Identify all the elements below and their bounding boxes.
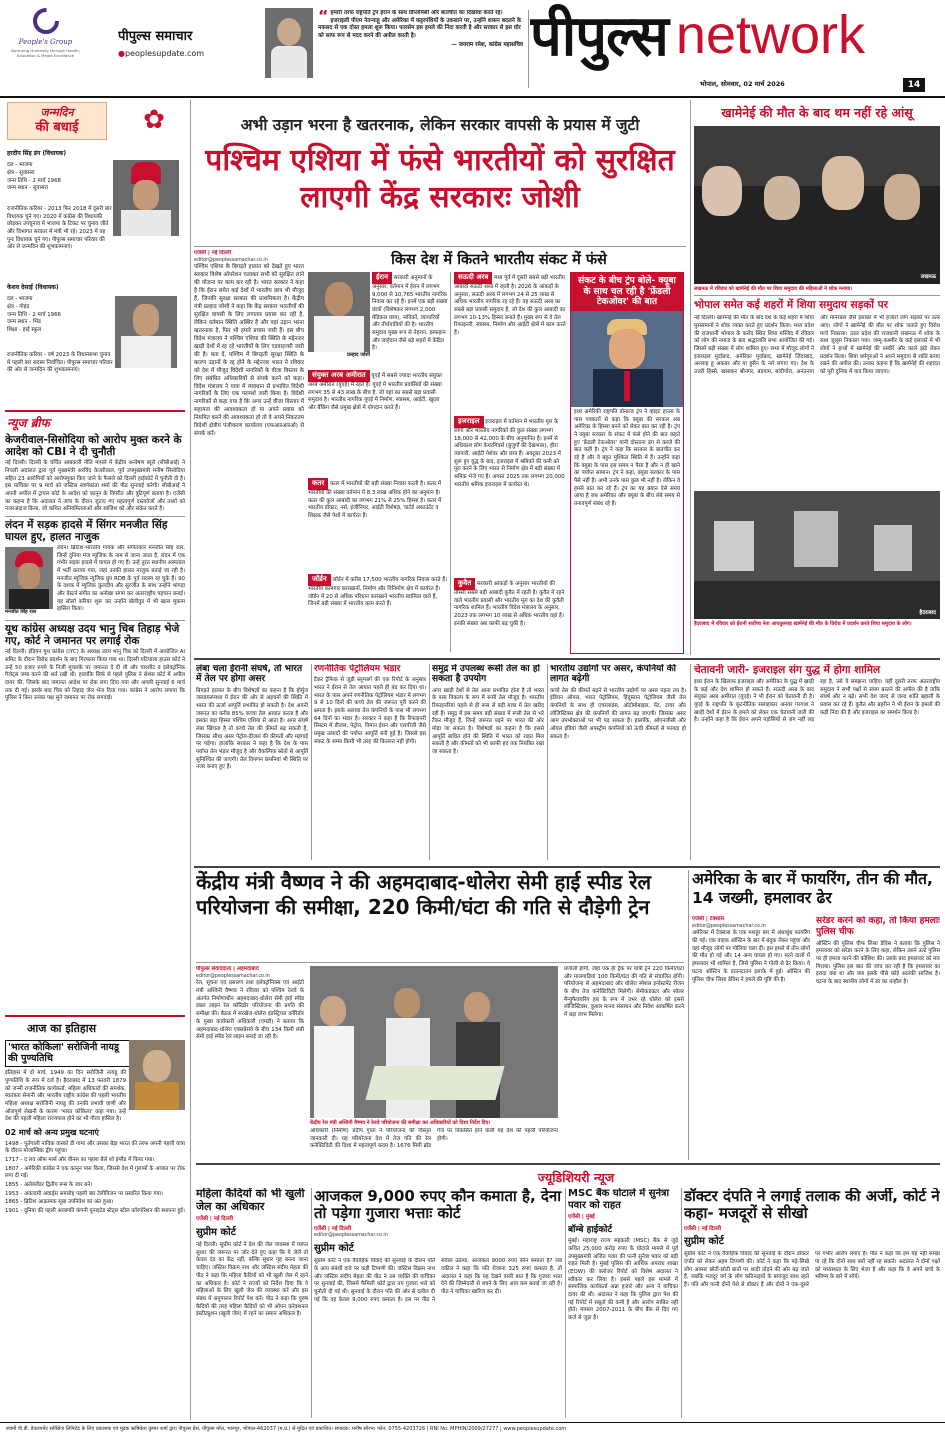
jud-3-headline: MSC बैंक घोटाले में सुनेत्रा पवार को राहत — [568, 1188, 670, 1211]
brand-english: network — [675, 5, 865, 65]
country-label: कतर — [308, 478, 328, 490]
trump-body: इधर अमेरिकी राष्ट्रपति डोनाल्ड ट्रंप ने व्हाइट हाउस के पास पत्रकारों से कहा कि क्यूबा की सरकार अब अमेरिका के हिस्सा बनने को लेकर बात कर रही है। ट्रंप ने क्यूबा सरकार के संकट में फंसे होने की बात कहते हुए 'फ्रेंडली टेकओवर' यानी दोस्ताना ढंग से कब्जे की बात कही है। ट्रंप ने कहा कि सरकार के बातचीत कर रहे हैं और वे बहुत मुश्किल स्थिति में हैं। उन्होंने कहा कि क्यूबा के पास इस समय न पैसा है और न ही खाने का पर्याप्त सामान। ट्रंप ने कहा, क्यूबा सरकार के पास पैसे नहीं हैं। अभी उनके पास कुछ भी नहीं है। लेकिन वे हमसे बात कर रहे हैं। ट्रंप का यह बयान ऐसे समय आया है जब अमेरिका और क्यूबा के बीच लंबे समय से तनावपूर्ण संबंध रहे हैं। — [574, 408, 680, 507]
paper-name: पीपुल्स समाचार — [118, 29, 193, 44]
masthead — [0, 0, 945, 100]
warning-body: इधर ईरान के खिलाफ इजराइल और अमेरिका के युद्ध में खाड़ी के कई और देश शामिल हो सकते हैं। सऊदी अरब के बाद संयुक्त अरब अमीरात (यूएई) ने भी ईरान को चेतावनी दी है। यूएई के राष्ट्रपति के कूटनीतिक सलाहकार अनवर गरगाश ने खाड़ी देशों में ईरान के हमले को लेकर एक चेतावनी जारी की है। उन्होंने कहा है कि ईरान अपने पड़ोसियों से जंग नहीं लड़ रहा है, उसे ये समझना चाहिए। वहीं दूसरी तरफ अंतरराष्ट्रीय समुदाय ने सभी पक्षों से संयम बरतने की अपील की है ताकि संघर्ष और न बढ़े। सभी देश जल्द से जल्द शांति बहाली के प्रयास कर रहे हैं। कुवैत और बहरीन ने भी ईरान के हमलों की कड़ी निंदा की है और इजराइल का समर्थन किया है। — [694, 679, 940, 724]
judiciary-article-2 — [314, 1188, 562, 1418]
oil-4-body: कच्चे तेल की कीमतें बढ़ने से भारतीय उद्योगों पर असर पड़ना तय है। इंडियन ऑयल, भारत पेट्रोलियम, हिंदुस्तान पेट्रोलियम जैसी तेल कंपनियों के साथ ही एयरलाइंस, ऑटोमोबाइल, पेंट, टायर और लॉजिस्टिक्स क्षेत्र की कंपनियों की लागत बढ़ जाएगी। जिसका असर आम उपभोक्ताओं पर भी पड़ सकता है। हालांकि, ओएनजीसी और ऑयल इंडिया जैसी अपस्ट्रीम कंपनियों को ऊंची कीमतों से फायदा हो सकता है। — [550, 687, 686, 740]
keshav-desai-photo — [115, 296, 177, 368]
brief-3-body: नई दिल्ली। इंडियन यूथ कांग्रेस (IYC) के अध्यक्ष उदय भानु चिब को दिल्ली में आयोजित AI समिट के दौरान विरोध प्रदर्शन के बाद गिरफ्तार किया गया था। दिल्ली पटियाला हाउस कोर्ट ने उन्हें 50 हजार रुपये के निजी मुचलके पर जमानत दे दी थी और चारशीट व इलेक्ट्रॉनिक गैजेट्स जमा करने की शर्त रखी थी। हालांकि सिर्फ से पहले पुलिस ने सेशंस कोर्ट में अपील दायर की, जिसके बाद जमानत आदेश पर रोक लगा दिया गया और अगली सुनवाई 6 मार्च तक दी गई। इसके बाद चिब को तिहाड़ जेल भेज दिया गया। कांग्रेस ने आरोप लगाया कि पुलिस ने बिना उनका पक्ष सुने जमानत पर रोक लगवाई। — [5, 649, 185, 702]
brief-1-body: नई दिल्ली। दिल्ली के चर्चित आबकारी नीति मामले में केंद्रीय अन्वेषण ब्यूरो (सीबीआई) ने निचली अदालत द्वारा पूर्व मुख्यमंत्री अरविंद केजरीवाल, पूर्व उपमुख्यमंत्री मनीष सिसोदिया सहित 23 आरोपियों को आरोपमुक्त किए जाने के फैसले को दिल्ली हाईकोर्ट में चुनौती दी है। इस याचिका पर 9 मार्च को जस्टिस स्वर्णकांता शर्मा की पीठ सुनवाई करेगी। सीबीआई ने अपनी अपील में ट्रायल कोर्ट के आदेश को कानून के विपरीत और त्रुटिपूर्ण बताया है। एजेंसी का कहना है कि अदालत ने जांच के दौरान जुटाए गए महत्वपूर्ण दस्तावेजों और तथ्यों को नजरअंदाज किया, जो कथित अनियमितताओं और साजिश को और संकेत करते हैं। — [5, 460, 185, 513]
railway-headline: केंद्रीय मंत्री वैष्णव ने की अहमदाबाद-धोलेरा सेमी हाई स्पीड रेल परियोजना की समीक्षा, 220 किमी/घंटा की गति से दौड़ेगी ट्रेन — [196, 870, 652, 919]
jud-2-body: सुप्रीम कोर्ट ने एक वैवाहिक विवाद की सुनवाई के दौरान पति के आय संबंधी दावे पर कड़ी टिप्पणी की। जस्टिस विक्रम नाथ और जस्टिस संदीप मेहता की पीठ ने उस व्यक्ति की याचिका पर सुनवाई की, जिसमें फैमिली कोर्ट द्वारा तय गुजारा भत्ते को चुनौती दी गई थी। सुनवाई के दौरान पति की ओर से दलील दी गई कि वह केवल 9,000 रुपए कमाता है। इस पर पीठ ने सवाल उठाया, आजकल 9000 रुपए कौन कमाता है? जब वकील ने कहा कि पति रोजाना 325 रुपए कमाता है, तो अदालत ने कहा कि यह देखने वाली बात है कि गुजारा भत्ता देने की जिम्मेदारी से बचने के लिए आय कम बताई जा रही है। पीठ ने याचिका खारिज कर दी। — [314, 1258, 562, 1303]
detail-line: शिक्षा - हाई स्कूल — [7, 327, 42, 334]
trump-box — [570, 272, 684, 654]
country-text: जॉर्डन में करीब 17,500 भारतीय नागरिक निवास करते हैं। भारतीय कामगार कारखानों, निर्माण और विनिर्माण क्षेत्र में कार्यरत हैं। जॉर्डन में 20 से अधिक परिधान कारखाने भारतीय स्वामित्व वाले हैं, जिनमें बड़ी संख्या में भारतीय काम करते हैं। — [308, 577, 448, 608]
paper-title-block — [118, 28, 258, 68]
page-number: 14 — [903, 78, 925, 92]
brand-hindi: पीपुल्स — [530, 4, 668, 69]
country-label: इजराइल — [454, 416, 484, 428]
birthday-person-1-details — [7, 162, 111, 193]
detail-line: जन्म स्थान - भिंड — [7, 319, 41, 326]
railway-email: editor@peoplessamachar.co.in — [196, 973, 270, 979]
left-column — [5, 100, 185, 1420]
country-iran — [308, 272, 448, 370]
jud-3-byline: एजेंसी | मुंबई — [568, 1214, 595, 1220]
jud-3-tag: बॉम्बे हाईकोर्ट — [568, 1224, 612, 1235]
khamenei-caption-2: हैदराबाद में रविवार को ईरानी सर्वोच्च नेता आयतुल्लाह खामेनेई की मौत के विरोध में प्रदर्शन करते शिया समुदाय के लोग। — [694, 621, 912, 628]
birthday-person-2-details — [7, 296, 111, 335]
country-saudi — [454, 272, 566, 412]
quote-block — [318, 10, 523, 90]
trump-photo — [571, 311, 683, 407]
usa-body-2: ऑस्टिन की पुलिस चीफ लिसा डेविस ने बताया कि पुलिस ने हमलावर को सरेंडर करने के लिए कहा, लेकिन उसने उल्टे पुलिस पर ही हमला करने की कोशिश की। उसके बाद हमलावर को मार गिराया। पुलिस इस बात की जांच कर रही है कि हमलावर का इरादा क्या था और क्या इसके पीछे कोई आतंकी साजिश है। घटना के बाद स्थानीय लोगों में डर का माहौल है। — [816, 940, 940, 985]
dateline: भोपाल, सोमवार, 02 मार्च 2026 — [700, 80, 785, 88]
railway-story — [196, 870, 684, 1160]
oil-2-body: टैंकर ट्रैफिक से जुड़ी ब्लूमबर्ग की एक रिपोर्ट के अनुसार भारत ने ईरान से तेल आयात पहले ही बंद कर दिया था। भारत के पास अपने रणनीतिक पेट्रोलियम भंडार में लगभग 9 से 10 दिनों की कच्चे तेल की जरूरत पूरी करने की क्षमता है। इसके अलावा तेल कंपनियों के पास भी लगभग 64 दिनों का भंडार है। सरकार ने कहा है कि रिफाइनरी सिस्टम में डीजल, पेट्रोल, विमान ईंधन और एलपीजी जैसे प्रमुख उत्पादों की पर्याप्त आपूर्ति बनी हुई है। जिससे इस संकट के समय किसी भी तरह की किल्लत नहीं होगी। — [314, 677, 426, 745]
lead-story — [194, 100, 686, 655]
jud-1-tag: सुप्रीम कोर्ट — [196, 1226, 236, 1238]
usa-col-1 — [692, 916, 810, 1158]
birthday-title-top: जन्मदिन — [40, 106, 74, 119]
jud-2-headline: आजकल 9,000 रुपए कौन कमाता है, देना तो पड़ेगा गुजारा भत्ताः कोर्ट — [314, 1188, 562, 1223]
lead-byline: एजेंसी | नई दिल्ली — [194, 250, 231, 256]
oil-3-body: अगर खाड़ी देशों से तेल आना प्रभावित होता है तो भारत के पास विकल्प के रूप में रूसी तेल मौजूद है। भारतीय रिफाइनरियां पहले से ही रूस से बड़ी मात्रा में तेल खरीद रही हैं। समुद्र में इस समय बड़ी संख्या में रूसी तेल से भरे टैंकर मौजूद हैं, जिन्हें जरूरत पड़ने पर भारत की ओर मोड़ा जा सकता है। विशेषज्ञों का कहना है कि इससे आपूर्ति बाधित होने की स्थिति में भारत को राहत मिल सकती है और कीमतों को भी काफी हद तक नियंत्रित रखा जा सकता है। — [432, 687, 544, 756]
birthday-person-1-bio: राजनीतिक करियर - 2013 फिर 2018 में दूसरी बार विधायक चुने गए। 2020 में कांग्रेस की विधायकी छोड़कर उपचुनाव में भाजपा के टिकट पर चुनाव जीते और विभागत सरकार में मंत्री भी रहे। 2023 में वह पुनः विधायक चुने गए। पीपुल्स समाचार परिवार की ओर से जन्मदिन की शुभकामनाएं। — [7, 206, 112, 251]
news-brief-header: न्यूज ब्रीफ — [7, 416, 50, 430]
website-link[interactable]: ●peoplesupdate.com — [118, 49, 205, 59]
imprint-text: स्वामी पी.डी. डेवलपमेंट सर्विसेज लिमिटेड के लिए प्रकाशक एवं मुद्रक ऋषिकेश कुमार शर्मा द्वारा पीपुल्स प्रेस, पीपुल्स मॉल, भानपुर, भोपाल-462037 (म.प्र.) से मुद्रित एवं प्रकाशित। संपादक: मनीष सौरभ। फोन: 0755-4203726 | RNI No. MPHIN/2009/27277 | www.peoplesupdate.com — [6, 1426, 567, 1432]
jud-4-headline: डॉक्टर दंपति ने लगाई तलाक की अर्जी, कोर्ट ने कहा- मजदूरों से सीखो — [684, 1188, 940, 1223]
railway-byline: पीपुल्स संवाददाता | अहमदाबाद — [196, 966, 259, 972]
manjeet-photo-block — [5, 547, 53, 616]
saraswati-photo — [129, 1040, 185, 1110]
birthday-banner — [7, 102, 107, 140]
jud-2-email: editor@peoplessamachar.co.in — [314, 1233, 388, 1239]
country-text: सरकारी अनुमानों के अनुसार, वर्तमान में ईरान में लगभग 9,000 से 10,765 भारतीय नागरिक निवास कर रहे हैं। इनमें एक बड़ी संख्या छात्रों (विशेषकर लगभग 2,000 मेडिकल छात्र), नाविकों, व्यापारियों और तीर्थयात्रियों की है। भारतीय समुदाय मुख्य रूप से तेहरान, इस्फहान और जाहेदान जैसे बड़े शहरों में केंद्रित है। — [372, 275, 448, 352]
joshi-caption: प्रल्हाद जोशी — [346, 352, 370, 358]
railway-col-1 — [196, 966, 304, 1158]
country-jordan — [308, 574, 448, 654]
warning-headline: चेतावनी जारी- इजराइल संग युद्ध में होगा शामिल — [694, 664, 881, 676]
country-text: मध्य पूर्व में दूसरी सबसे बड़ी भारतीय आबादी सऊदी अरब में रहती है। 2026 के आंकड़ों के अनुसार, सऊदी अरब में लगभग 24 से 25 लाख से अधिक भारतीय नागरिक रह रहे हैं। वह सऊदी अरब का सबसे बड़ा प्रवासी समुदाय है, जो देश की कुल आबादी का लगभग 10-13% हिस्सा बनाते हैं। मुख्य रूप से वे तेल रिफाइनरी, स्वास्थ्य, निर्माण और आईटी क्षेत्रों में काम करते हैं। — [454, 275, 566, 336]
railway-body-1: रेल, सूचना एवं प्रसारण तथा इलेक्ट्रॉनिक्स एवं आईटी मंत्री अश्विनी वैष्णव ने रविवार को पश्चिम रेलवे के अंतर्गत निर्माणाधीन अहमदाबाद-धोलेरा सेमी हाई स्पीड डबल लाइन रेल कॉरिडोर परियोजना की प्रगति की समीक्षा की। बैठक में सरखेज-धोलेरा इंडस्ट्रियल कॉरिडोर के मुख्य कार्यकारी अधिकारी (एमडी) ने बताया कि अहमदाबाद-धोलेरा एक्सप्रेसवे के बीच 134 किमी लंबी सेमी हाई स्पीड रेल लाइन बनाई जा रही है। — [196, 980, 304, 1041]
judiciary-header — [496, 1169, 656, 1185]
quote-mark-icon: “ — [318, 10, 329, 25]
oil-1-body: बिगड़ते हालात के बीच विशेषज्ञों का कहना है कि होर्मुज जलडमरूमध्य में ईरान की ओर से अड़चनों की स्थिति में भारत की ऊर्जा आपूर्ति प्रभावित हो सकती है। देश अपनी जरूरत का करीब 85% कच्चा तेल आयात करता है और इसका बड़ा हिस्सा पश्चिम एशिया से आता है। अगर संघर्ष लंबा खिंचता है तो कच्चे तेल की कीमतें बढ़ सकती हैं, जिसका सीधा असर पेट्रोल-डीजल की कीमतों और महंगाई पर पड़ेगा। हालांकि सरकार ने कहा है कि देश के पास पर्याप्त तेल भंडार मौजूद है और वैकल्पिक स्रोतों से आपूर्ति सुनिश्चित की जाएगी। तेल विपणन कंपनियां भी स्थिति पर नजर बनाए हुए हैं। — [196, 687, 308, 771]
detail-line: जन्म तिथि - 2 मार्च 1968 — [7, 177, 61, 184]
history-event: 1901 - दुनिया की पहली अरबपति कंपनी यूनाइटेड स्टेट्स स्टील कॉरपोरेशन की स्थापना हुई। — [5, 1207, 185, 1214]
lead-email: editor@peoplessamachar.co.in — [194, 257, 268, 263]
brief-1-headline: केजरीवाल-सिसोदिया को आरोप मुक्त करने के आदेश को CBI ने दी चुनौती — [5, 434, 182, 459]
jud-1-body: नई दिल्ली। सुप्रीम कोर्ट ने देश की जेल व्यवस्था में व्याप्त सुधार की जरूरत पर जोर देते हुए कहा कि ये जेलें तो केवल दंड का केंद्र नहीं, बल्कि सुधार गृह बनना जाना चाहिए। जस्टिस विक्रम नाथ और जस्टिस संदीप मेहता की पीठ ने कहा कि महिला कैदियों को भी खुली जेल में रहने का अधिकार है। कोर्ट ने राज्यों को निर्देश दिया कि वे महिलाओं के लिए खुली जेल की व्यवस्था करें और इस संबंध में अनुपालन रिपोर्ट पेश करें। पीठ ने कहा कि पुरुष कैदियों की तरह महिला कैदियों को भी ओपन करेक्शनल इंस्टीट्यूशन (खुली जेल) में रहने का समान अधिकार है। — [196, 1242, 308, 1318]
history-feature-title: 'भारत कोकिला' सरोजिनी नायडू की पुण्यतिथि — [5, 1040, 185, 1068]
jud-2-byline: एजेंसी | नई दिल्ली — [314, 1225, 351, 1232]
country-text: कतर में भारतीयों की बड़ी संख्या निवास करती है। कतर में भारतीयों की संख्या वर्तमान में 8.3 लाख अधिक होने का अनुमान है। कतर की कुल आबादी का लगभग 21% से 25% हिस्सा है। कतर में भारतीय डॉक्टर, नर्स, इंजीनियर, आईटी विशेषज्ञ, चार्टर्ड अकाउंटेंट व शिक्षक जैसे पेशों में कार्यरत हैं। — [308, 481, 442, 519]
mourning-women-photo — [694, 126, 940, 284]
detail-line: क्षेत्र - सुवासरा — [7, 169, 35, 176]
quote-text: हमारी तरफ राष्ट्रपति ट्रंप ईरान के साथ डिप्लोमेसी और बातचीत का दिखावा करते रहे। इजराइली पीएम नेतन्याहू और अमेरिका में कट्टरपंथियों के उकसाने पर, उन्होंने शासन बदलने के मकसद से एक दोस्त हमला शुरू किया। फारसेम इस हमले की निंदा करती है और सरकार से इस घोर को साफ रूप से मदद करने की अपील करती है। — [318, 10, 522, 40]
country-text: सरकारी आंकड़ों के अनुसार भारतीयों की तीसरी सबसे बड़ी आबादी कुवैत में रहती है। कुवैत में रहने वाले भारतीय प्रवासी और भारतीय मूल का देश की कुवैती नागरिक शामिल हैं। भारतीय विदेश मंत्रालय के अनुसार, 2023 तक लगभग 10 लाख से अधिक भारतीय वहां हैं। इनकी संख्या अब काफी बढ़ चुकी है। — [454, 581, 565, 627]
vaishnav-review-photo — [310, 966, 558, 1118]
judiciary-header-bar — [196, 1163, 940, 1185]
detail-line: दल - भाजपा — [7, 296, 33, 302]
jud-4-tag: सुप्रीम कोर्ट — [684, 1236, 724, 1248]
khamenei-subhead: भोपाल समेत कई शहरों में शिया समुदाय सड़कों पर — [694, 298, 888, 311]
railway-body-3: प्रणाली होगी, जहां एक ही ट्रैक पर यात्री ट्रेनें 220 किमी/घंटा और मालगाड़ियां 100 किमी/घंटा की गति से संचालित होंगी। परियोजना से अहमदाबाद और धोलेरा स्पेशल इन्वेस्टमेंट रीजन के बीच तेज कनेक्टिविटी मिलेगी। सेमीकंडक्टर और सोलर मैन्युफैक्चरिंग हब के रूप में उभर रहे धोलेरा को इससे लॉजिस्टिक्स, कुशल मानव संसाधन और निवेश आकर्षित करने में बड़ा लाभ मिलेगा। — [564, 966, 684, 1019]
country-qatar — [308, 478, 448, 570]
history-section — [5, 1015, 185, 1415]
peoples-group-logo — [8, 6, 83, 76]
gift-icon: ✿ — [143, 105, 165, 135]
oil-2-headline: रणनीतिक पेट्रोलियम भंडार — [314, 664, 401, 674]
quote-author: — जयराम रमेश, कांग्रेस महासचिव — [451, 41, 523, 48]
history-event: 1807 - अमेरिकी कांग्रेस ने एक कानून पास किया, जिससे देश में गुलामों के आयात पर रोक लगा दी गई। — [5, 1165, 185, 1180]
hyderabad-protest-photo — [694, 491, 940, 619]
jud-4-byline: एजेंसी | नई दिल्ली — [684, 1225, 721, 1232]
judiciary-article-3 — [568, 1188, 678, 1418]
history-header: आज का इतिहास — [27, 1022, 97, 1035]
detail-line: जन्म स्थान - सुवासरा — [7, 185, 49, 192]
country-kuwait — [454, 578, 566, 654]
oil-story-3 — [432, 664, 544, 864]
khamenei-section — [694, 100, 940, 655]
lead-body: पश्चिम एशिया के बिगड़ते हालात को देखते हुए भारत सरकार विशेष ऑपरेशन चलाकर सभी को सुरक्षित लाने की योजना पर काम कर रही है। भारत सरकार ने कहा है कि ईरान समेत कई देशों में भारतीय छात्र भी मौजूद हैं, जिनकी सुरक्षा सरकार की प्राथमिकता है। केंद्रीय मंत्री प्रल्हाद जोशी ने कहा कि केंद्र सरकार भारतीयों की सुरक्षित वापसी के लिए लगातार प्रयास कर रही है, लेकिन वर्तमान स्थिति अस्थिर है और वहां उड़ान भरना खतरनाक है, फिर भी हमारे प्रयास जारी हैं। इस बीच विदेश मंत्रालय ने पश्चिम एशिया की स्थिति के मद्देनजर खाड़ी देशों में रह रहे भारतीयों के लिए एडवाइजरी जारी की है। बता दें, पश्चिम में बिगड़ती सुरक्षा स्थिति के कारण उड़ानों के रद्द होने के मद्देनजर भारत ने रविवार को देश में मौजूद विदेशी नागरिकों के वीजा विस्तार के लिए संबंधित अधिकारियों से संपर्क करने को कहा। विदेश मंत्रालय ने यात्रा में व्यवधान से प्रभावित विदेशी नागरिकों के लिए एक परामर्श जारी किया है। विदेशी नागरिकों से कहा गया है कि अगर उन्हें वीजा विस्तार में सहायता की आवश्यकता हो या अपने प्रवास को नियमित करने की आवश्यकता हो तो वे अपने निकटतम विदेशी क्षेत्रीय पंजीकरण कार्यालय (एफआरआरओ) से संपर्क करें। — [194, 264, 304, 438]
globe-icon: ● — [118, 49, 125, 59]
manjeet-photo-caption: मनजीत सिंह राल — [5, 608, 37, 615]
jairam-ramesh-photo — [265, 8, 313, 78]
country-label: कुवैत — [454, 578, 475, 590]
country-label: संयुक्त अरब अमीरात — [308, 370, 370, 382]
birthday-person-2-name: केशव देसाई (विधायक) — [7, 284, 59, 291]
railway-body-2: अधिकारी (निर्माण) प्रदीप गुप्ता ने परियोजना की विस्तृत जानकारी दी। यह परियोजना देश में तेज गति की रेल कनेक्टिविटी की दिशा में महत्वपूर्ण कदम है। 1676 मिमी ब्रॉड गेज पर विकसित होने वाली यह देश की पहली परियोजना होगी। — [310, 1128, 558, 1150]
country-label: ईरान — [372, 272, 392, 284]
jud-2-tag: सुप्रीम कोर्ट — [314, 1242, 354, 1254]
photo2-credit: हैदराबाद — [919, 609, 936, 616]
country-text: यूएई में सबसे ज्यादा भारतीय संयुक्त अरब अमीरात (यूएई) में रहते हैं। यूएई में भारतीय प्रवासियों की संख्या लगभग 35 से 43 लाख के बीच है, जो वहां का सबसे बड़ा प्रवासी समुदाय है। भारतीय नागरिक यूएई में निर्माण, स्वास्थ्य, आईटी, खुदरा और बैंकिंग जैसे प्रमुख क्षेत्रों में योगदान करते हैं। — [308, 373, 442, 411]
railway-col-3 — [564, 966, 684, 1158]
judiciary-article-1 — [196, 1188, 308, 1418]
uae-warning-story — [694, 664, 940, 864]
detail-line: दल - भाजपा — [7, 162, 33, 168]
jud-1-byline: एजेंसी | नई दिल्ली — [196, 1216, 233, 1223]
oil-story-1 — [196, 664, 308, 864]
country-israel — [454, 416, 566, 574]
history-event: 1498 - पुर्तगाली नाविक वास्को डी गामा और उसका बेड़ा भारत की तरफ अपनी पहली यात्रा के दौरान मोजाम्बिक द्वीप पहुंचा। — [5, 1140, 185, 1155]
khamenei-caption: लखनऊ में रविवार को खामेनेई की मौत पर शिया समुदाय की महिलाओं ने शोक मनाया। — [694, 285, 853, 292]
oil-3-headline: समुद्र में उपलब्ध रूसी तेल का हो सकता है उपयोग — [432, 664, 540, 685]
hardeep-dang-photo — [113, 160, 179, 236]
khamenei-body: नई दिल्ली। खामेनेई की मौत के बाद देश के कई शहरों में शिया मुसलमानों ने शोक व्यक्त करते हुए प्रदर्शन किया। मध्य प्रदेश की राजधानी भोपाल के करोंद स्थित शिया मस्जिद में रविवार को लोग की नमाज के बाद श्रद्धांजलि सभा आयोजित की गई। जिसमें बड़ी संख्या में लोग शामिल हुए। सभा में मौजूद लोगों ने इजराइल मुर्दाबाद, अमेरिका मुर्दाबाद, खामेनेई जिंदाबाद, अल्लाह हू अकबर और या हुसैन के नारे लगाए गए। देश के उत्तरी हिस्से, खासकर श्रीनगर, बडगाम, बांदीपोरा, अनंतनाग और मानेरबल जैसे इलाकों में भी हजारों लोग सड़कों पर उतर आए। लोगों ने खामेनेई की मौत पर शोक जताते हुए विरोध मार्च निकाला। उत्तर प्रदेश की राजधानी लखनऊ में शोक के साथ जुलूस निकाला गया। जम्मू-कश्मीर के कई इलाकों में भी लोगों ने हाथों में खामेनेई की तस्वीरें और काले झंडे लेकर प्रदर्शन किया। शिया धर्मगुरुओं ने अपने समुदाय से शांति बनाए रखने की अपील की। उनका कहना है कि खामेनेई की शहादत को पूरी दुनिया में याद किया जाएगा। — [694, 315, 940, 376]
khamenei-headline: खामेनेई की मौत के बाद थम नहीं रहे आंसू — [721, 105, 913, 120]
lead-body-column — [194, 250, 304, 650]
photo-credit: लखनऊ — [920, 274, 936, 281]
birthday-title-bottom: की बधाई — [35, 119, 79, 135]
country-uae — [308, 370, 448, 472]
usa-byline: एजेंसी | टेक्सास — [692, 916, 725, 922]
usa-col-2 — [816, 916, 940, 1158]
birthday-section — [5, 100, 185, 412]
brief-2-headline: लंदन में सड़क हादसे में सिंगर मनजीत सिंह घायल हुए, हालत नाजुक — [5, 518, 168, 543]
detail-line: जन्म तिथि - 2 मार्च 1966 — [7, 311, 61, 318]
judiciary-header-text: ज्यूडिशियरी न्यूज — [537, 1170, 615, 1185]
usa-shooting-story — [692, 870, 940, 1160]
jud-1-headline: महिला कैदियों को भी खुली जेल का अधिकार — [196, 1188, 305, 1213]
country-text: इजराइल में वर्तमान में भारतीय मूल के लोगों और भारतीय नागरिकों की कुल संख्या लगभग 18,000 से 42,000 के बीच अनुमानित है। इनमें से अधिकांश लोग केयरगिवर्स (बुजुर्गों की देखभाल), हीरा व्यापारी, आईटी पेशेवर और छात्र हैं। अक्टूबर 2023 में शुरू हुए युद्ध के बाद, इजराइल में श्रमिकों की कमी को पूरा करने के लिए भारत से निर्माण क्षेत्र में बड़ी संख्या में श्रमिक भेजे गए हैं। अगस्त 2025 तक लगभग 20,000 भारतीय श्रमिक इजराइल में कार्यरत थे। — [454, 419, 565, 488]
history-events-title: 02 मार्च को अन्य प्रमुख घटनाएं — [5, 1128, 99, 1138]
jud-4-body: सुप्रीम कोर्ट ने एक वैवाहिक विवाद की सुनवाई के दौरान डॉक्टर दंपति को लेकर अहम टिप्पणी की। कोर्ट ने कहा कि पढ़े-लिखे लोग अक्सर छोटी-छोटी बातों पर शादी तोड़ने की ओर बढ़ जाते हैं, जबकि मजदूर वर्ग के लोग कठिनाइयों के बावजूद साथ रहते हैं। पति और पत्नी दोनों पेशे से डॉक्टर हैं और दोनों ने एक-दूसरे पर गंभीर आरोप लगाए हैं। पीठ ने कहा कि हम यह नहीं समझ पा रहे कि दोनों साथ क्यों नहीं रह सकते। अदालत ने दोनों पक्षों को मध्यस्थता के लिए भेजा है और कहा कि वे अपने बच्चे के भविष्य के बारे में सोचें। — [684, 1251, 940, 1289]
group-name: People's Group — [18, 38, 73, 46]
birthday-person-2-bio: राजनीतिक करियर - वर्ष 2023 के विधानसभा चुनाव में पहली बार सदस्य निर्वाचित। पीपुल्स समाचार परिवार की ओर से जन्मदिन की शुभकामनाएं। — [7, 352, 113, 374]
railway-photo-caption: केंद्रीय रेल मंत्री अश्विनी वैष्णव ने रेलवे परियोजना की समीक्षा कर अधिकारियों को दिशा निर्देश दिए। — [310, 1120, 491, 1126]
history-event: 1865 - ब्रिटिश आक्रामक सूबा उपनिवेश का अंत हुआ। — [5, 1199, 114, 1206]
jud-3-body: मुंबई। महाराष्ट्र राज्य सहकारी (MSC) बैंक से जुड़े कथित 25,000 करोड़ रुपए के घोटाले मामले में पूर्व उपमुख्यमंत्री अजित पवार की पत्नी सुनेत्रा पवार को बड़ी राहत मिली है। मुंबई पुलिस की आर्थिक अपराध शाखा (EOW) की क्लोजर रिपोर्ट को विशेष अदालत ने स्वीकार कर लिया है। इससे पहले इस मामले में सामाजिक कार्यकर्ता अन्ना हजारे और अन्य ने याचिका दायर की थी। अदालत ने कहा कि पुलिस द्वारा पेश की गई रिपोर्ट में सबूतों की कमी है और आरोप साबित नहीं होते। मामला 2007-2011 के बीच बैंक से दिए गए कर्ज से जुड़ा है। — [568, 1238, 678, 1322]
railway-photo-block — [310, 966, 558, 1158]
history-feature-body: इतिहास में दो मार्च, 1949 का दिन सरोजिनी नायडू की पुण्यतिथि के रूप में दर्ज है। हैदराबाद में 13 फरवरी 1879 को जन्मीं राजनीतिक कार्यकर्ता, महिला अधिकारों की समर्थक, स्वतंत्रता सेनानी और भारतीय राष्ट्रीय कांग्रेस की पहली भारतीय महिला अध्यक्ष सरोजिनी नायडू की उनकी प्रभावी वाणी और ओजपूर्ण लेखनी के कारण 'भारत कोकिला' कहा गया। उन्हें देश की पहली महिला राज्यपाल होने का भी गौरव हासिल है। — [5, 1070, 126, 1123]
lead-subhead: किस देश में कितने भारतीय संकट में फंसे — [391, 252, 607, 268]
trump-headline: संकट के बीच ट्रंप बोले- क्यूबा के साथ चल रही है 'फ्रेंडली टेकओवर' की बात — [571, 273, 683, 311]
history-event: 1717 - द लव ऑफ मार्स और वीनस का पहला बैले शो इंग्लैंड में किया गया। — [5, 1156, 155, 1163]
group-tagline: Nurturing Humanity through Health, Education & Media Excellence — [11, 47, 80, 58]
usa-body: अमेरिका में टेक्सास के एक मशहूर बार में अंधाधुंध फायरिंग की गई। एक वाहक ऑस्टिन के बार में बंदूक लेकर पहुंचा और वहां मौजूद लोगों पर गोलियां चला दीं। इस हमले में तीन लोगों की मौत हो गई और 14 अन्य घायल हो गए। मरने वालों में हमलावर भी शामिल है, जिसे पुलिस ने गोली से ढेर किया। ये घटना ऑस्टिन के डाउनटाउन इलाके में हुई। ऑस्टिन की पुलिस चीफ लिसा डेविस ने हमले की पुष्टि की है। — [692, 930, 810, 983]
oil-4-headline: भारतीय उद्योगों पर असर, कंपनियों की लागत बढ़ेगी — [550, 664, 677, 685]
peoples-group-emblem-icon — [31, 6, 61, 36]
history-event: 1855 - अलेक्जेंडर द्वितीय रूस के जार बने। — [5, 1181, 93, 1188]
brief-2-body: लंदन। ब्रिटिश-भारतीय गायक और संगीतकार मनजीत सिंह राल, जिन्हें दुनिया मंज म्यूजिक के नाम से जाना जाता है, लंदन में एक गंभीर सड़क हादसे में घायल हो गए हैं। उन्हें तुरंत स्थानीय अस्पताल में भर्ती कराया गया, जहां उनकी हालत नाजुक बताई जा रही है। मनजीत म्यूजिक न्यूजिक ग्रुप RDB के पूर्व सदस्य रह चुके हैं। 90 के दशक में म्यूजिक कुलदीप और सुरजीत के साथ उन्होंने भांगड़ा और वेस्टर्न संगीत का अनोखा संगम कर अंतरराष्ट्रीय पहचान बनाई। यह सोलो करियर शुरू कर उन्होंने बॉलीवुड में भी खास मुकाम हासिल किया। — [57, 544, 185, 613]
news-brief-section — [5, 412, 185, 1032]
usa-email: editor@peoplessamachar.co.in — [692, 923, 766, 929]
usa-headline: अमेरिका के बार में फायरिंग, तीन की मौत, 14 जख्मी, हमलावर ढेर — [692, 870, 933, 908]
judiciary-article-4 — [684, 1188, 940, 1418]
country-label: सऊदी अरब — [454, 272, 492, 284]
usa-subhead: सरेंडर करने को कहा, तो किया हमलाः पुलिस चीफ — [816, 916, 940, 937]
lead-headline: पश्चिम एशिया में फंसे भारतीयों को सुरक्षित लाएगी केंद्र सरकारः जोशी — [205, 143, 675, 216]
manjeet-singh-photo — [5, 547, 53, 609]
brand-block — [530, 2, 942, 84]
lead-kicker: अभी उड़ान भरना है खतरनाक, लेकिन सरकार वापसी के प्रयास में जुटी — [240, 116, 640, 134]
detail-line: क्षेत्र - गोहद — [7, 303, 30, 310]
birthday-person-1-name: हरदीप सिंह डंग (विधायक) — [7, 150, 67, 157]
history-event: 1953 - अकादमी अवार्ड्स समारोह पहली बार टेलीविजन पर प्रसारित किया गया। — [5, 1190, 163, 1197]
oil-story-2 — [314, 664, 426, 864]
country-label: जॉर्डन — [308, 574, 331, 586]
brief-3-headline: यूथ कांग्रेस अध्यक्ष उदय भानु चिब तिहाड़ भेजे गए, कोर्ट ने जमानत पर लगाई रोक — [5, 623, 180, 648]
imprint-bar — [0, 1422, 945, 1445]
oil-1-headline: लंबा चला ईरानी संघर्ष, तो भारत में तेल पर होगा असर — [196, 664, 303, 685]
oil-story-4 — [550, 664, 686, 864]
